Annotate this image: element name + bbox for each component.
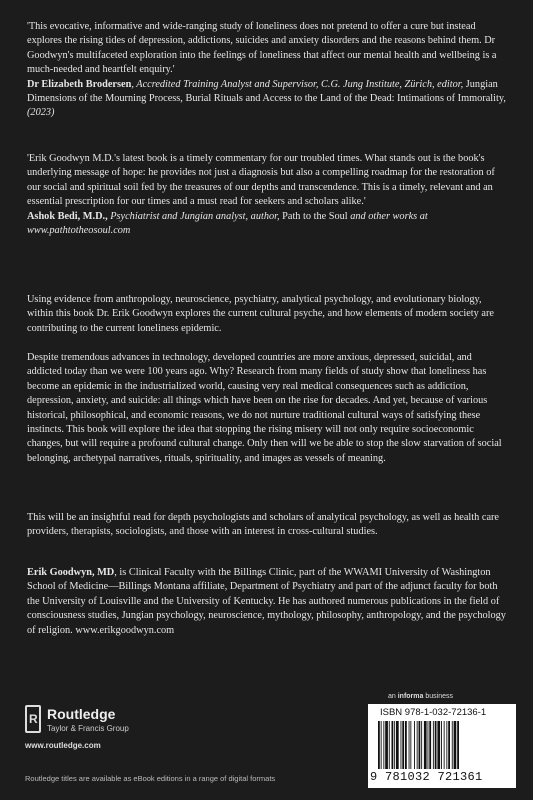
barcode-bar bbox=[441, 721, 442, 769]
quote-text: 'This evocative, informative and wide-ranging study of loneliness does not pretend to offer a cure but instead explores the rising tides of depression, addictions, suicides and anxiety disorders and the reasons behind them. Dr Goodwyn's multifaceted exploration into the feelings of loneliness that affect our mental health and wellbeing is a much-needed and heartfelt enquiry.' bbox=[27, 21, 497, 76]
informa-suffix: business bbox=[423, 693, 453, 700]
barcode-bar bbox=[424, 721, 427, 769]
barcode-bar bbox=[435, 721, 437, 769]
barcode-bar bbox=[433, 721, 434, 769]
barcode-bar bbox=[389, 721, 390, 769]
paragraph-text: This will be an insightful read for depth psychologists and scholars of analytical psychology, as well as health care providers, therapists, sociologists, and those with an interest in cross-cultural studies. bbox=[27, 512, 500, 538]
barcode-bar bbox=[457, 721, 459, 769]
barcode-bar bbox=[444, 721, 445, 769]
attribution-name: Ashok Bedi, M.D., bbox=[27, 210, 108, 222]
isbn-label: ISBN 978-1-032-72136-1 bbox=[380, 707, 487, 718]
barcode-bar bbox=[396, 721, 399, 769]
barcode-bar bbox=[409, 721, 410, 769]
attribution-role: Psychiatrist and Jungian analyst, author, bbox=[107, 210, 280, 222]
bio-body: , is Clinical Faculty with the Billings Clinic, part of the WWAMI University of Washington School of Medicine—Billings Montana affiliate, Department of Psychiatry and part of the adjunct faculty for both the University of Louisville and the University of Kentucky. He has authored numerous publications in the field of consciousness studies, Jungian psychology, neuroscience, mythology, philosophy, anthropology, and the psychology of religion. www.erikgoodwyn.com bbox=[27, 567, 506, 636]
praise-quote-1 bbox=[27, 20, 509, 121]
barcode-bar bbox=[405, 721, 407, 769]
barcode-bar bbox=[417, 721, 418, 769]
routledge-logo-icon bbox=[25, 705, 41, 733]
barcode-bar bbox=[429, 721, 431, 769]
publisher-group: Taylor & Francis Group bbox=[47, 724, 129, 733]
quote-text: 'Erik Goodwyn M.D.'s latest book is a timely commentary for our troubled times. What stands out is the book's underlying message of hope: he provides not just a diagnosis but also a compelling roadmap for the restoration of our social and spiritual soil fed by the treasures of our depths and transcendence. This is a timely, relevant and an essential prescription for our times and a must read for seekers and scholars alike.' bbox=[27, 153, 495, 208]
description-paragraph-3 bbox=[27, 511, 509, 540]
paragraph-text: Despite tremendous advances in technology, developed countries are more anxious, depressed, suicidal, and addicted today than we were 100 years ago. Why? Research from many fields of study show that loneliness has become an epidemic in the industrialized world, causing very real medical consequences such as addiction, depression, anxiety, and suicide: all things which have been on the rise for decades. And yet, because of various historical, philosophical, and economic reasons, we do not nurture traditional cultural ways of satisfying these instincts. This book will explore the idea that stopping the rising misery will not only require socioeconomic changes, but will require a profound cultural change. Only then will we be able to stop the slow starvation of social belonging, archetypal narratives, rituals, spirituality, and images as vessels of meaning. bbox=[27, 352, 502, 464]
barcode-bar bbox=[410, 721, 411, 769]
publisher-name: Routledge bbox=[47, 706, 116, 722]
barcode-bar bbox=[394, 721, 395, 769]
praise-quote-2 bbox=[27, 152, 509, 238]
publisher-logo bbox=[25, 705, 205, 745]
barcode-bar bbox=[381, 721, 382, 769]
bio-text bbox=[27, 566, 509, 638]
barcode-bar bbox=[392, 721, 394, 769]
barcode-bar bbox=[454, 721, 457, 769]
barcode-bar bbox=[446, 721, 447, 769]
author-name: Erik Goodwyn, MD bbox=[27, 567, 115, 578]
attribution-year: (2023) bbox=[27, 107, 55, 119]
barcode-bar bbox=[421, 721, 422, 769]
barcode-bar bbox=[448, 721, 450, 769]
barcode-bar bbox=[419, 721, 421, 769]
informa-prefix: an bbox=[388, 693, 398, 700]
informa-brand: informa bbox=[397, 693, 424, 700]
quote-attribution bbox=[27, 210, 509, 239]
paragraph-text: Using evidence from anthropology, neuroscience, psychiatry, analytical psychology, and evolutionary biology, within this book Dr. Erik Goodwyn explores the current cultural psyche, and how elements of modern society are contributing to the current loneliness epidemic. bbox=[27, 294, 494, 334]
isbn-barcode-box bbox=[368, 704, 516, 788]
barcode-bar bbox=[385, 721, 388, 769]
publisher-url[interactable]: www.routledge.com bbox=[25, 741, 101, 750]
ebook-note: Routledge titles are available as eBook editions in a range of digital formats bbox=[25, 774, 276, 783]
barcode-bar bbox=[414, 721, 415, 769]
description-paragraph-1 bbox=[27, 293, 509, 336]
quote-attribution bbox=[27, 78, 509, 121]
barcode-bar bbox=[383, 721, 384, 769]
attribution-works: Path to the Soul bbox=[279, 210, 348, 222]
barcode-bar bbox=[428, 721, 429, 769]
barcode-bar bbox=[452, 721, 453, 769]
attribution-works: Jungian Dimensions of the Mourning Process, Burial Rituals and Access to the Land of the Dead: Intimations of Immorality, bbox=[27, 78, 506, 105]
informa-business-label bbox=[388, 693, 453, 700]
author-bio bbox=[27, 566, 509, 638]
isbn-number: 9 781032 721361 bbox=[370, 770, 483, 784]
attribution-name: Dr Elizabeth Brodersen bbox=[27, 78, 132, 90]
description-paragraph-2 bbox=[27, 351, 509, 466]
attribution-role: , Accredited Training Analyst and Supervisor, C.G. Jung Institute, Zürich, editor, bbox=[131, 78, 464, 90]
attribution-year: and other works at www.pathtotheosoul.com bbox=[27, 210, 428, 237]
barcode-bar bbox=[401, 721, 402, 769]
barcode-bar bbox=[402, 721, 404, 769]
barcode-bar bbox=[378, 721, 380, 769]
barcode-bar bbox=[437, 721, 440, 769]
barcode-icon bbox=[374, 721, 510, 771]
